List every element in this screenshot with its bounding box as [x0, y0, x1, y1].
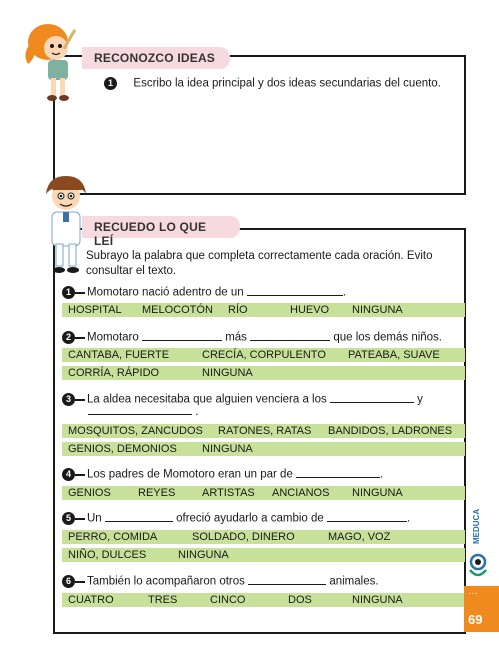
section-title-text: RECONOZCO IDEAS	[94, 51, 216, 65]
question-text: Momotaro nació adentro de un	[87, 286, 244, 299]
option[interactable]: PERRO, COMIDA	[68, 531, 158, 543]
option[interactable]: CORRÍA, RÁPIDO	[68, 367, 160, 379]
option[interactable]: HUEVO	[290, 304, 330, 316]
option[interactable]: HOSPITAL	[68, 304, 122, 316]
option[interactable]: NIÑO, DULCES	[68, 549, 147, 561]
instruction-1	[104, 77, 441, 90]
answer-blank[interactable]	[105, 513, 173, 522]
answer-blank[interactable]	[88, 406, 192, 415]
question-3: 3 La aldea necesitaba que alguien venciera a los y	[62, 393, 423, 406]
option[interactable]: CINCO	[210, 594, 246, 606]
answer-blank[interactable]	[248, 576, 326, 585]
question-3-cont: .	[88, 406, 198, 418]
option[interactable]: RATONES, RATAS	[218, 425, 312, 437]
number-badge: 6	[62, 575, 75, 588]
answer-blank[interactable]	[142, 332, 222, 341]
answer-blank[interactable]	[296, 469, 380, 478]
options-row	[62, 442, 465, 456]
answer-blank[interactable]	[330, 394, 414, 403]
number-badge: 1	[104, 77, 117, 90]
section-title-text: RECUEDO LO QUE LEÍ	[94, 220, 207, 248]
question-text: Momotaro	[87, 331, 139, 344]
number-badge: 1	[62, 286, 75, 299]
options-row	[62, 303, 465, 317]
question-text: Los padres de Momotoro eran un par de	[87, 468, 293, 481]
option[interactable]: PATEABA, SUAVE	[348, 349, 440, 361]
option[interactable]: MELOCOTÓN	[142, 304, 213, 316]
options-row	[62, 366, 465, 380]
meduca-logo-icon	[466, 552, 490, 580]
option[interactable]: SOLDADO, DINERO	[192, 531, 295, 543]
answer-blank[interactable]	[327, 513, 407, 522]
option[interactable]: REYES	[138, 487, 176, 499]
option[interactable]: ANCIANOS	[272, 487, 330, 499]
dots-icon: ···	[468, 588, 478, 599]
intro-line-1: Subrayo la palabra que completa correctamente cada oración. Evito	[86, 250, 433, 262]
number-badge: 4	[62, 468, 75, 481]
option[interactable]: NINGUNA	[178, 549, 229, 561]
options-row	[62, 424, 465, 438]
question-text: Un	[87, 512, 102, 525]
reconozco-ideas-box	[53, 55, 466, 195]
option[interactable]: BANDIDOS, LADRONES	[328, 425, 453, 437]
question-2: 2 Momotaro más que los demás niños.	[62, 331, 442, 344]
question-text: La aldea necesitaba que alguien venciera a los	[87, 393, 327, 406]
question-text: También lo acompañaron otros	[87, 575, 245, 588]
option[interactable]: NINGUNA	[352, 304, 403, 316]
section-title-reconozco-ideas	[82, 47, 230, 69]
page-number: 69	[468, 612, 483, 627]
options-row	[62, 486, 465, 500]
option[interactable]: DOS	[288, 594, 312, 606]
option[interactable]: MOSQUITOS, ZANCUDOS	[68, 425, 203, 437]
instruction-text: Escribo la idea principal y dos ideas secundarias del cuento.	[133, 77, 441, 90]
number-badge: 2	[62, 331, 75, 344]
number-badge: 3	[62, 393, 75, 406]
options-row	[62, 593, 465, 607]
option[interactable]: CANTABA, FUERTE	[68, 349, 170, 361]
option[interactable]: GENIOS, DEMONIOS	[68, 443, 177, 455]
option[interactable]: GENIOS	[68, 487, 111, 499]
option[interactable]: NINGUNA	[202, 367, 253, 379]
option[interactable]: ARTISTAS	[202, 487, 255, 499]
option[interactable]: NINGUNA	[202, 443, 253, 455]
options-row	[62, 548, 465, 562]
question-4: 4 Los padres de Momotoro eran un par de .	[62, 468, 383, 481]
number-badge: 5	[62, 512, 75, 525]
option[interactable]: RÍO	[228, 304, 248, 316]
page-number-tab	[464, 586, 499, 632]
option[interactable]: NINGUNA	[352, 487, 403, 499]
options-row	[62, 530, 465, 544]
question-6: 6 También lo acompañaron otros animales.	[62, 575, 379, 588]
option[interactable]: MAGO, VOZ	[328, 531, 391, 543]
meduca-brand-text: MEDUCA	[472, 508, 481, 544]
options-row	[62, 348, 465, 362]
answer-blank[interactable]	[247, 287, 343, 296]
question-1: 1 Momotaro nació adentro de un .	[62, 286, 346, 299]
option[interactable]: CRECÍA, CORPULENTO	[202, 349, 326, 361]
question-5: 5 Un ofreció ayudarlo a cambio de .	[62, 512, 410, 525]
section-title-recuedo	[82, 216, 240, 248]
option[interactable]: TRES	[148, 594, 178, 606]
option[interactable]: NINGUNA	[352, 594, 403, 606]
option[interactable]: CUATRO	[68, 594, 114, 606]
intro-line-2: consultar el texto.	[86, 265, 177, 277]
answer-blank[interactable]	[250, 332, 330, 341]
